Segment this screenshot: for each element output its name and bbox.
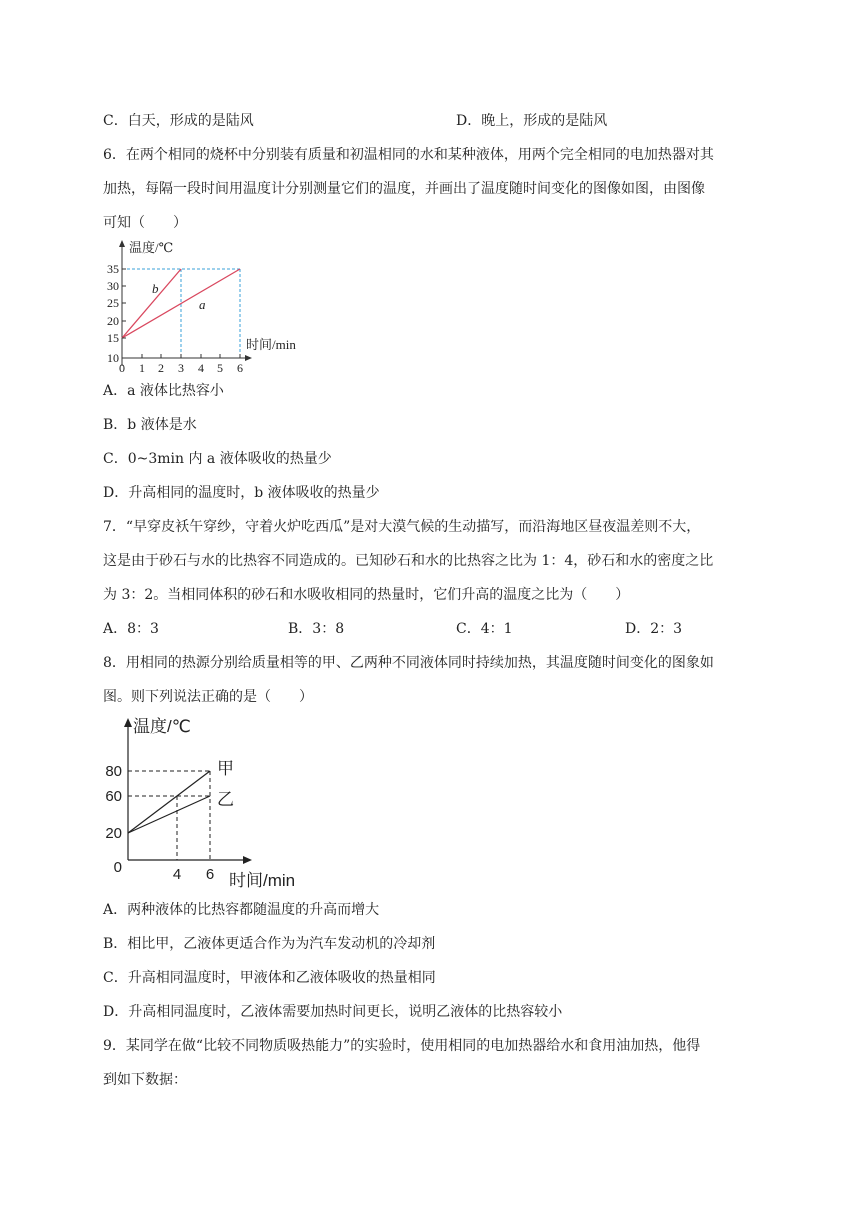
q8-guides [128,771,210,860]
q6-x-tick: 4 [198,361,204,373]
q7-stem-line-2: 这是由于砂石与水的比热容不同造成的。已知砂石和水的比热容之比为 1：4，砂石和水的密度之比 [103,553,714,569]
q7-option-d: D．2：3 [625,621,683,637]
q8-y-arrow [124,718,132,727]
q8-option-d: D．升高相同温度时，乙液体需要加热时间更长，说明乙液体的比热容较小 [103,1004,563,1020]
q7-stem-line-1: 7．“早穿皮袄午穿纱，守着火炉吃西瓜”是对大漠气候的生动描写，而沿海地区昼夜温差则不大， [103,519,701,535]
q6-y-label: 温度/℃ [129,240,174,255]
q6-x-arrow [245,355,252,361]
q6-y-tick: 35 [107,262,119,276]
q8-stem-line-2: 图。则下列说法正确的是（ ） [103,689,313,705]
q6-y-tick: 10 [107,351,119,365]
q6-option-c: C．0~3min 内 a 液体吸收的热量少 [103,451,332,467]
q6-option-d: D．升高相同的温度时，b 液体吸收的热量少 [103,485,380,501]
q6-x-tick: 2 [158,361,164,373]
q7-option-c: C．4：1 [456,621,513,637]
q6-y-tick: 20 [107,314,119,328]
q8-x-arrow [243,856,252,864]
q8-y-tick: 80 [105,763,122,780]
q7-option-b: B．3：8 [288,621,345,637]
q6-option-b: B．b 液体是水 [103,417,197,433]
q6-x-tick: 6 [237,361,243,373]
q7-option-a: A．8：3 [103,621,159,637]
q6-y-tick: 30 [107,279,119,293]
q6-graph [100,238,320,373]
q6-x-tick: 3 [178,361,184,373]
q6-line-b [122,269,181,338]
q8-x-label: 时间/min [229,871,296,890]
q6-option-a: A．a 液体比热容小 [103,383,224,399]
q6-line-a-label: a [199,297,206,312]
q9-stem-line-1: 9．某同学在做“比较不同物质吸热能力”的实验时，使用相同的电加热器给水和食用油加热，他得 [103,1038,701,1054]
q6-line-b-label: b [152,281,159,296]
q8-y-tick: 60 [105,788,122,805]
q8-option-a: A．两种液体的比热容都随温度的升高而增大 [103,902,380,918]
q6-guides [122,269,240,358]
q8-graph [100,712,340,892]
q7-stem-line-3: 为 3：2。当相同体积的砂石和水吸收相同的热量时，它们升高的温度之比为（ ） [103,587,630,603]
q6-x-tick: 0 [119,361,125,373]
q6-y-tick: 25 [107,296,119,310]
q8-option-b: B．相比甲，乙液体更适合作为为汽车发动机的冷却剂 [103,936,436,952]
q6-y-tick: 15 [107,331,119,345]
q6-stem-line-2: 加热，每隔一段时间用温度计分别测量它们的温度，并画出了温度随时间变化的图像如图，由图像 [103,181,705,197]
q8-series-yi-label: 乙 [217,790,234,809]
q8-x-tick: 4 [172,866,182,883]
q6-x-label: 时间/min [246,337,296,352]
q6-y-arrow [119,240,125,247]
q8-option-c: C．升高相同温度时，甲液体和乙液体吸收的热量相同 [103,970,436,986]
q5-option-c: C．白天，形成的是陆风 [103,113,254,129]
q5-option-d: D．晚上，形成的是陆风 [456,113,608,129]
q6-x-tick: 5 [217,361,223,373]
q6-stem-line-1: 6．在两个相同的烧杯中分别装有质量和初温相同的水和某种液体，用两个完全相同的电加热器对其 [103,147,714,163]
q6-stem-line-3: 可知（ ） [103,215,187,231]
q8-y-tick: 20 [105,825,122,842]
q9-stem-line-2: 到如下数据： [103,1072,187,1088]
q6-x-tick: 1 [139,361,145,373]
q8-y-label: 温度/℃ [133,717,191,736]
q8-series-jia-label: 甲 [217,759,234,778]
q8-y-tick: 0 [113,859,122,876]
q8-x-tick: 6 [205,866,215,883]
q8-stem-line-1: 8．用相同的热源分别给质量相等的甲、乙两种不同液体同时持续加热，其温度随时间变化的图象如 [103,655,714,671]
